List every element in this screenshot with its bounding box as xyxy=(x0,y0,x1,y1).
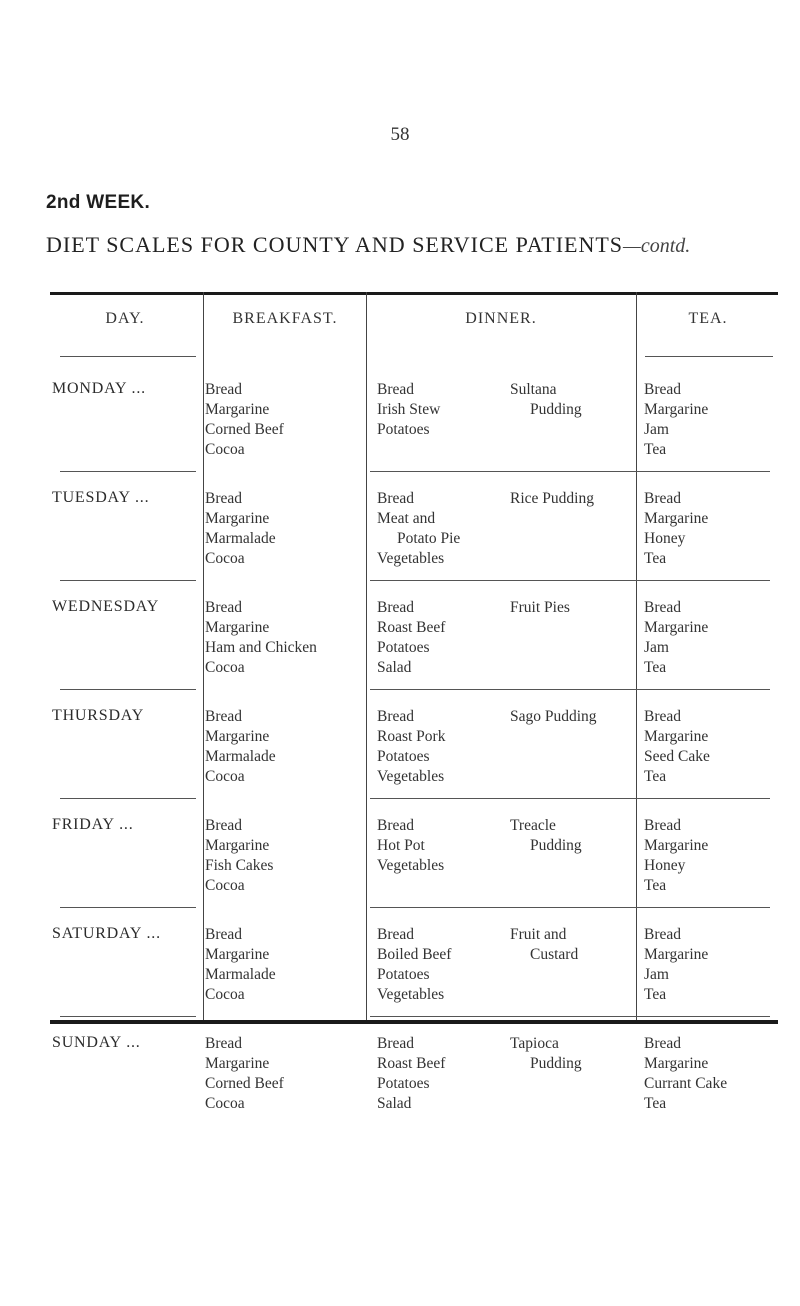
day-row xyxy=(50,475,778,585)
day-row xyxy=(50,802,778,912)
menu-item: Potatoes xyxy=(377,748,430,765)
menu-item: Tea xyxy=(644,877,667,894)
tea-items xyxy=(644,707,710,787)
day-label: FRIDAY ... xyxy=(52,816,134,833)
diet-scale-table xyxy=(50,292,778,1112)
tea-items xyxy=(644,925,708,1005)
menu-item: Bread xyxy=(377,490,415,507)
menu-item: Tea xyxy=(644,550,667,567)
header-dinner: DINNER. xyxy=(465,310,537,327)
row-separator xyxy=(370,1016,770,1017)
row-separator xyxy=(370,580,770,581)
dinner-pudding-items xyxy=(510,816,582,856)
menu-item: Bread xyxy=(377,381,415,398)
menu-item: Jam xyxy=(644,966,669,983)
menu-item: Bread xyxy=(205,926,243,943)
menu-item: Bread xyxy=(644,490,682,507)
menu-item: Salad xyxy=(377,1095,412,1112)
menu-item: Boiled Beef xyxy=(377,946,452,963)
menu-item: Cocoa xyxy=(205,986,245,1003)
menu-item: Fish Cakes xyxy=(205,857,274,874)
menu-item: Roast Beef xyxy=(377,619,446,636)
document-title xyxy=(46,232,690,258)
menu-item: Cocoa xyxy=(205,768,245,785)
menu-item: Vegetables xyxy=(377,986,445,1003)
menu-item: Jam xyxy=(644,639,669,656)
day-label: SUNDAY ... xyxy=(52,1034,141,1051)
menu-item: Margarine xyxy=(205,728,270,745)
header-rule-tea xyxy=(645,356,773,357)
menu-item: Salad xyxy=(377,659,412,676)
table-bottom-rule xyxy=(50,1020,778,1024)
row-separator xyxy=(60,798,196,799)
menu-item: Bread xyxy=(644,1035,682,1052)
breakfast-items xyxy=(205,380,284,460)
menu-item: Sago Pudding xyxy=(510,708,597,725)
menu-item: Hot Pot xyxy=(377,837,425,854)
header-tea: TEA. xyxy=(688,310,728,327)
menu-item: Ham and Chicken xyxy=(205,639,317,656)
day-label: WEDNESDAY xyxy=(52,598,160,615)
week-heading: 2nd WEEK. xyxy=(46,192,151,213)
dinner-main-items xyxy=(377,925,451,1005)
menu-item: Pudding xyxy=(530,837,582,854)
menu-item: Bread xyxy=(205,381,243,398)
menu-item: Fruit Pies xyxy=(510,599,570,616)
menu-item: Bread xyxy=(644,599,682,616)
menu-item: Margarine xyxy=(205,401,270,418)
day-label: THURSDAY xyxy=(52,707,145,724)
menu-item: Fruit and xyxy=(510,926,567,943)
menu-item: Vegetables xyxy=(377,550,445,567)
menu-item: Margarine xyxy=(205,837,270,854)
dinner-pudding-items xyxy=(510,489,594,509)
tea-items xyxy=(644,1034,727,1114)
tea-items xyxy=(644,598,708,678)
menu-item: Marmalade xyxy=(205,530,276,547)
menu-item: Honey xyxy=(644,530,686,547)
tea-items xyxy=(644,489,708,569)
menu-item: Pudding xyxy=(530,1055,582,1072)
menu-item: Potatoes xyxy=(377,966,430,983)
dinner-pudding-items xyxy=(510,380,582,420)
menu-item: Bread xyxy=(377,599,415,616)
menu-item: Seed Cake xyxy=(644,748,710,765)
menu-item: Jam xyxy=(644,421,669,438)
menu-item: Honey xyxy=(644,857,686,874)
day-label: SATURDAY ... xyxy=(52,925,161,942)
menu-item: Cocoa xyxy=(205,1095,245,1112)
menu-item: Cocoa xyxy=(205,441,245,458)
breakfast-items xyxy=(205,707,276,787)
dinner-main-items xyxy=(377,707,445,787)
tea-items xyxy=(644,816,708,896)
menu-item: Bread xyxy=(205,599,243,616)
menu-item: Roast Pork xyxy=(377,728,446,745)
menu-item: Margarine xyxy=(644,946,709,963)
dinner-main-items xyxy=(377,816,444,876)
menu-item: Margarine xyxy=(644,510,709,527)
header-rule-day xyxy=(60,356,196,357)
menu-item: Tea xyxy=(644,768,667,785)
menu-item: Bread xyxy=(644,817,682,834)
dinner-main-items xyxy=(377,380,440,440)
tea-items xyxy=(644,380,708,460)
header-day: DAY. xyxy=(105,310,145,327)
row-separator xyxy=(60,1016,196,1017)
row-separator xyxy=(60,689,196,690)
menu-item: Bread xyxy=(377,1035,415,1052)
menu-item: Rice Pudding xyxy=(510,490,594,507)
row-separator xyxy=(370,907,770,908)
menu-item: Cocoa xyxy=(205,550,245,567)
menu-item: Margarine xyxy=(205,510,270,527)
dinner-main-items xyxy=(377,1034,445,1114)
dinner-pudding-items xyxy=(510,707,597,727)
menu-item: Potatoes xyxy=(377,421,430,438)
menu-item: Sultana xyxy=(510,381,557,398)
row-separator xyxy=(370,471,770,472)
table-top-rule xyxy=(50,292,778,295)
menu-item: Potatoes xyxy=(377,1075,430,1092)
menu-item: Bread xyxy=(644,926,682,943)
dinner-pudding-items xyxy=(510,925,578,965)
day-label: TUESDAY ... xyxy=(52,489,150,506)
menu-item: Bread xyxy=(205,708,243,725)
menu-item: Potatoes xyxy=(377,639,430,656)
breakfast-items xyxy=(205,1034,284,1114)
menu-item: Corned Beef xyxy=(205,1075,284,1092)
menu-item: Bread xyxy=(377,708,415,725)
row-separator xyxy=(60,907,196,908)
menu-item: Tea xyxy=(644,1095,667,1112)
menu-item: Margarine xyxy=(644,619,709,636)
menu-item: Tea xyxy=(644,986,667,1003)
menu-item: Margarine xyxy=(205,619,270,636)
menu-item: Currant Cake xyxy=(644,1075,728,1092)
day-row xyxy=(50,1020,778,1130)
menu-item: Potato Pie xyxy=(397,530,461,547)
menu-item: Pudding xyxy=(530,401,582,418)
menu-item: Tapioca xyxy=(510,1035,559,1052)
menu-item: Margarine xyxy=(205,946,270,963)
row-separator xyxy=(60,471,196,472)
menu-item: Corned Beef xyxy=(205,421,284,438)
header-breakfast: BREAKFAST. xyxy=(232,310,338,327)
dinner-pudding-items xyxy=(510,1034,582,1074)
day-row xyxy=(50,911,778,1021)
day-row xyxy=(50,584,778,694)
dinner-pudding-items xyxy=(510,598,570,618)
menu-item: Margarine xyxy=(205,1055,270,1072)
menu-item: Margarine xyxy=(644,401,709,418)
menu-item: Bread xyxy=(644,381,682,398)
menu-item: Cocoa xyxy=(205,659,245,676)
breakfast-items xyxy=(205,489,276,569)
menu-item: Cocoa xyxy=(205,877,245,894)
row-separator xyxy=(370,689,770,690)
day-row xyxy=(50,693,778,803)
row-separator xyxy=(370,798,770,799)
menu-item: Tea xyxy=(644,441,667,458)
breakfast-items xyxy=(205,925,276,1005)
menu-item: Irish Stew xyxy=(377,401,441,418)
menu-item: Margarine xyxy=(644,728,709,745)
menu-item: Treacle xyxy=(510,817,556,834)
title-suffix: —contd. xyxy=(623,235,691,257)
breakfast-items xyxy=(205,816,273,896)
menu-item: Bread xyxy=(205,490,243,507)
day-label: MONDAY ... xyxy=(52,380,146,397)
menu-item: Roast Beef xyxy=(377,1055,446,1072)
menu-item: Marmalade xyxy=(205,748,276,765)
menu-item: Bread xyxy=(205,1035,243,1052)
page-number: 58 xyxy=(390,124,410,145)
menu-item: Custard xyxy=(530,946,579,963)
dinner-main-items xyxy=(377,598,445,678)
menu-item: Bread xyxy=(644,708,682,725)
menu-item: Meat and xyxy=(377,510,436,527)
menu-item: Vegetables xyxy=(377,857,445,874)
menu-item: Bread xyxy=(377,817,415,834)
title-text: DIET SCALES FOR COUNTY AND SERVICE PATIENTS xyxy=(46,232,624,257)
menu-item: Bread xyxy=(377,926,415,943)
menu-item: Margarine xyxy=(644,1055,709,1072)
menu-item: Bread xyxy=(205,817,243,834)
menu-item: Marmalade xyxy=(205,966,276,983)
day-row xyxy=(50,366,778,476)
menu-item: Margarine xyxy=(644,837,709,854)
dinner-main-items xyxy=(377,489,460,569)
menu-item: Vegetables xyxy=(377,768,445,785)
breakfast-items xyxy=(205,598,317,678)
menu-item: Tea xyxy=(644,659,667,676)
row-separator xyxy=(60,580,196,581)
